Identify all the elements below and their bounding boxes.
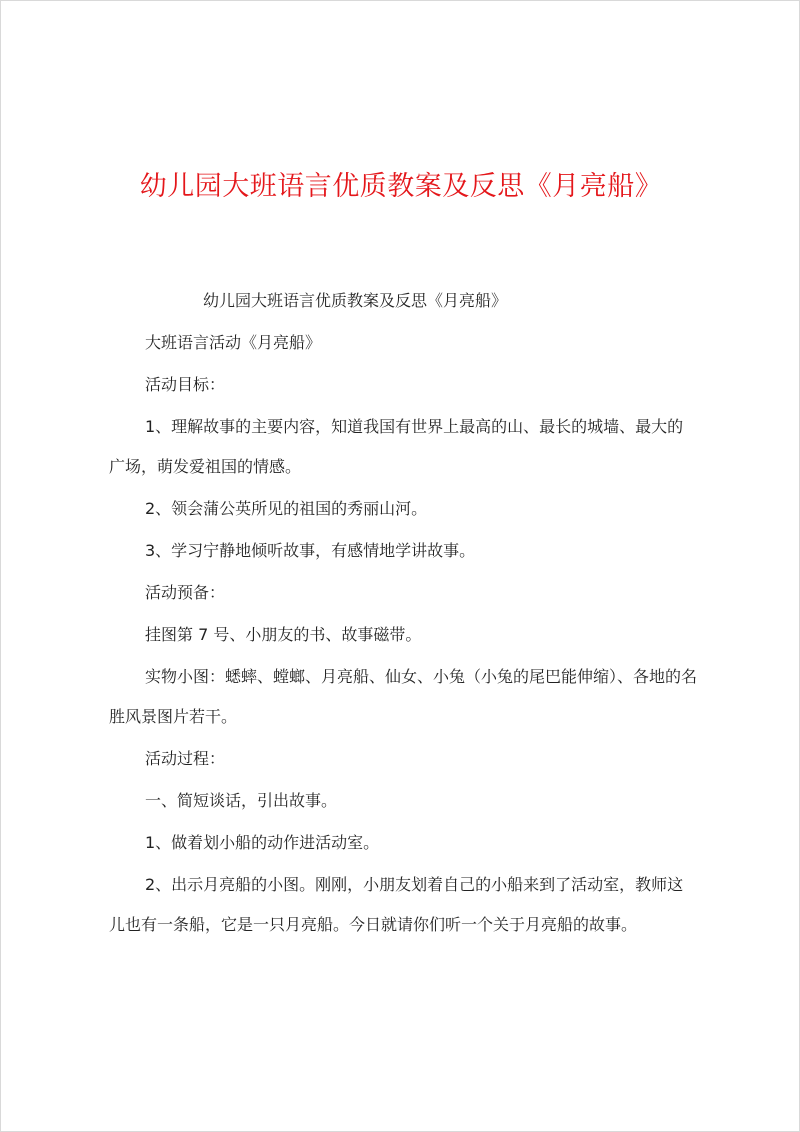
document-body (109, 281, 699, 945)
paragraph-goals-heading: 活动目标： (145, 375, 226, 394)
paragraph-process-heading: 活动过程： (145, 749, 226, 768)
paragraph-activity-name: 大班语言活动《月亮船》 (145, 333, 322, 352)
document-title: 幼儿园大班语言优质教案及反思《月亮船》 (139, 171, 663, 202)
paragraph-step-1: 一、简短谈话，引出故事。 (145, 791, 338, 810)
paragraph-prep-heading: 活动预备： (145, 583, 226, 602)
paragraph-prep-materials: 挂图第 7 号、小朋友的书、故事磁带。 (145, 625, 422, 644)
paragraph-step-1-1: 1、做着划小船的动作进活动室。 (145, 833, 380, 852)
paragraph-step-1-2: 2、出示月亮船的小图。刚刚，小朋友划着自己的小船来到了活动室，教师这儿也有一条船，它是一只月亮船。今日就请你们听一个关于月亮船的故事。 (109, 875, 684, 934)
paragraph-goal-3: 3、学习宁静地倾听故事，有感情地学讲故事。 (145, 541, 476, 560)
paragraph-prep-pictures: 实物小图：蟋蟀、螳螂、月亮船、仙女、小兔（小兔的尾巴能伸缩）、各地的名胜风景图片若干。 (109, 667, 698, 726)
body-subtitle: 幼儿园大班语言优质教案及反思《月亮船》 (203, 291, 508, 310)
paragraph-goal-1: 1、理解故事的主要内容，知道我国有世界上最高的山、最长的城墙、最大的广场，萌发爱祖国的情感。 (109, 417, 684, 476)
paragraph-goal-2: 2、领会蒲公英所见的祖国的秀丽山河。 (145, 499, 428, 518)
